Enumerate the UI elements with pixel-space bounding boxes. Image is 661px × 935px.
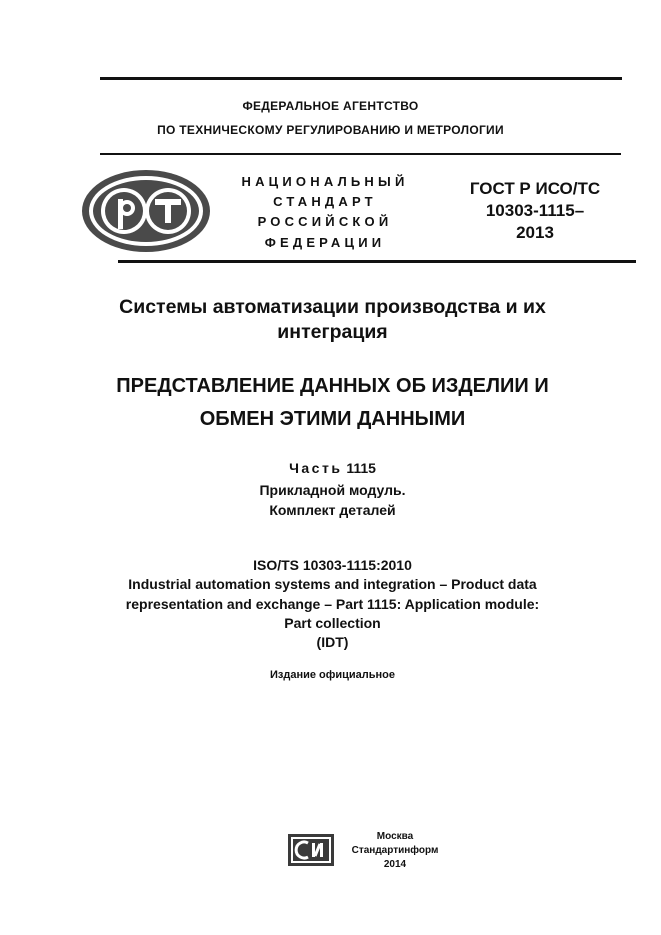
lower-rule — [118, 260, 636, 263]
title-line-2: интеграция — [277, 321, 388, 343]
edition-label: Издание официальное — [269, 669, 396, 681]
national-standard-line-1: НАЦИОНАЛЬНЫЙ — [241, 174, 409, 189]
rst-logo-icon — [80, 168, 212, 254]
national-standard-line-4: ФЕДЕРАЦИИ — [264, 235, 386, 250]
gost-number-line-1: ГОСТ Р ИСО/ТС — [469, 179, 601, 198]
part-line-2: Прикладной модуль. — [259, 482, 406, 498]
iso-title-line-1: Industrial automation systems and integration – Product data — [128, 576, 537, 592]
part-number — [60, 458, 605, 478]
iso-title-line-3: Part collection — [284, 615, 381, 631]
title-line-1: Системы автоматизации производства и их — [119, 296, 546, 318]
part-line-3: Комплект деталей — [269, 502, 396, 518]
main-title-line-2: ОБМЕН ЭТИМИ ДАННЫМИ — [199, 408, 466, 430]
iso-title-line-2: representation and exchange – Part 1115: Application module: — [125, 596, 540, 612]
top-rule — [100, 77, 622, 80]
publisher-city: Москва — [376, 831, 414, 842]
agency-line-1: ФЕДЕРАЛЬНОЕ АГЕНТСТВО — [242, 99, 419, 113]
gost-number-line-2: 10303-1115– — [485, 201, 585, 220]
main-title-line-1: ПРЕДСТАВЛЕНИЕ ДАННЫХ ОБ ИЗДЕЛИИ И — [116, 375, 549, 397]
gost-number-line-3: 2013 — [516, 223, 554, 242]
middle-rule — [100, 153, 621, 155]
part-word: Часть — [289, 460, 343, 476]
national-standard-line-3: РОССИЙСКОЙ — [257, 214, 393, 229]
publisher-name: Стандартинформ — [351, 845, 439, 856]
agency-line-2: ПО ТЕХНИЧЕСКОМУ РЕГУЛИРОВАНИЮ И МЕТРОЛОГИИ — [157, 123, 504, 137]
part-number-value: 1115 — [346, 460, 376, 476]
iso-idt: (IDT) — [316, 634, 349, 650]
publisher-year: 2014 — [383, 859, 407, 870]
national-standard-line-2: СТАНДАРТ — [273, 194, 377, 209]
iso-reference: ISO/TS 10303-1115:2010 — [253, 557, 412, 573]
standartinform-logo-icon — [288, 834, 334, 866]
